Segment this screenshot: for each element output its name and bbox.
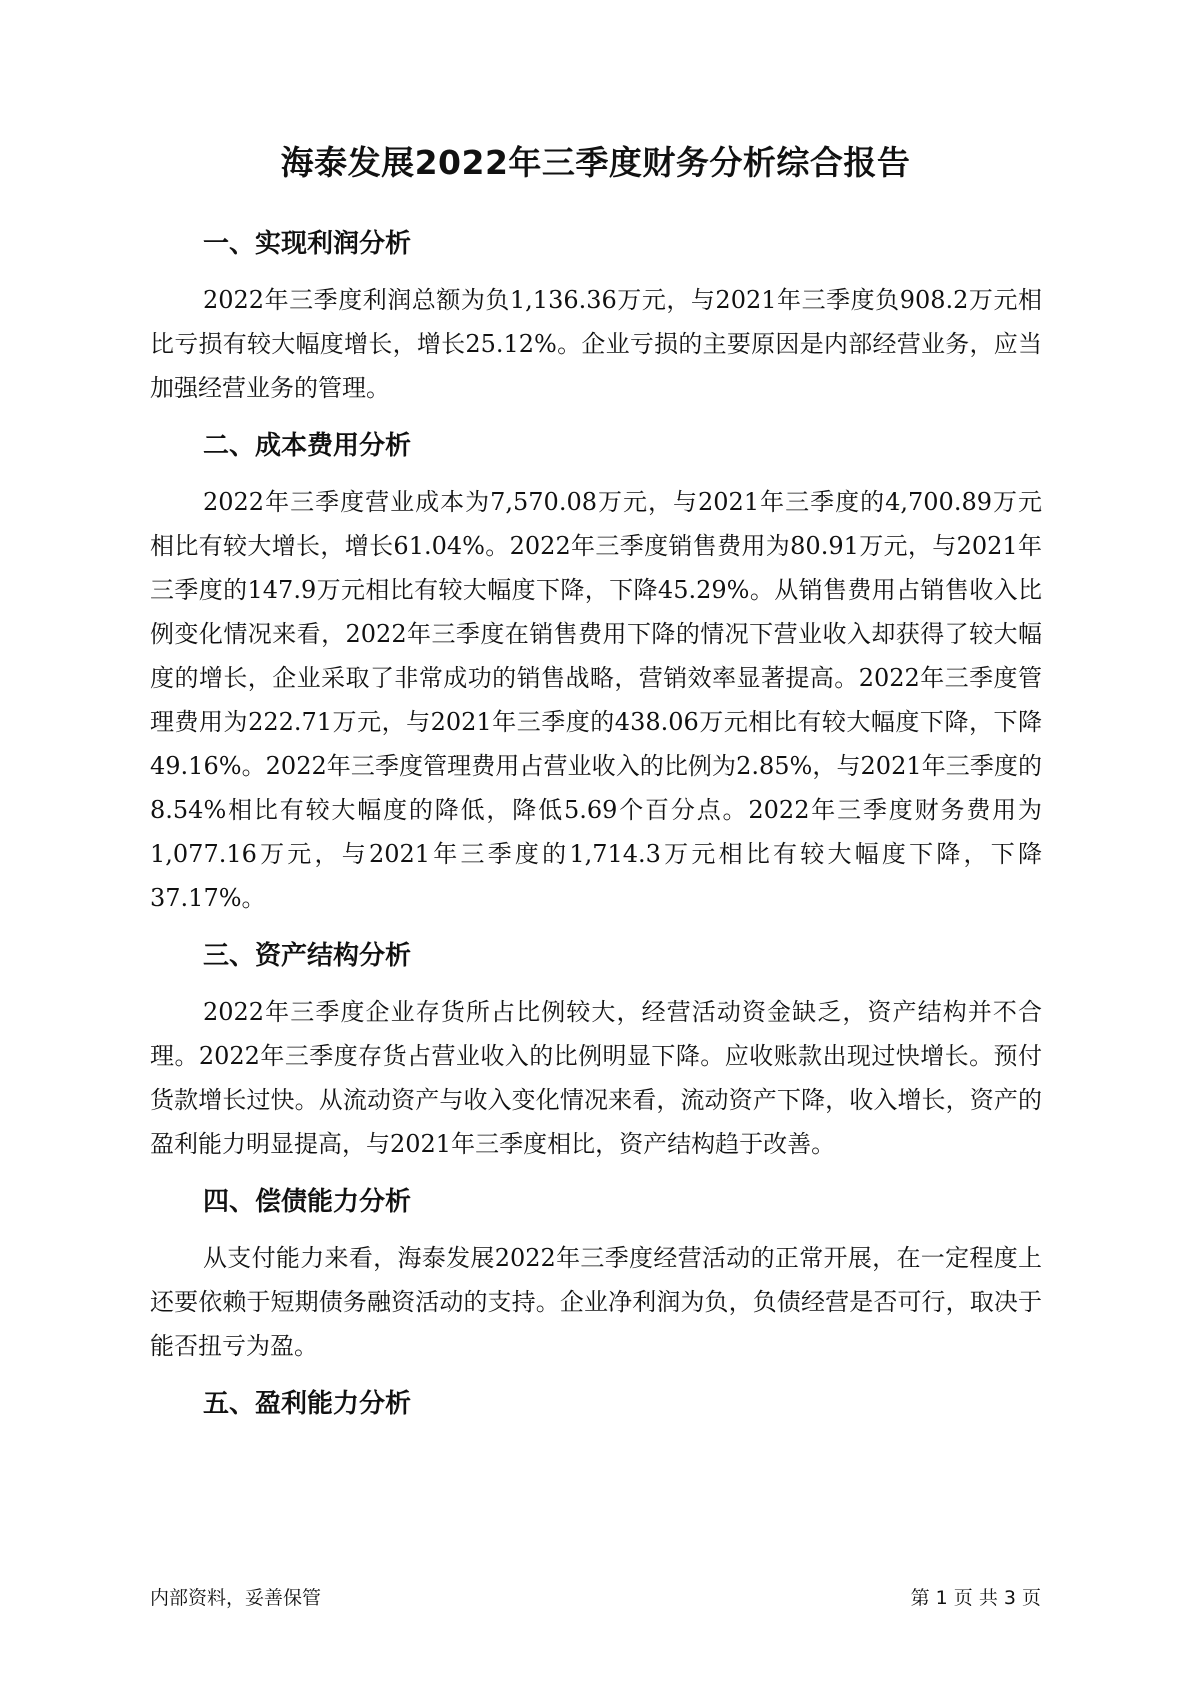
- section-assets: [150, 934, 1042, 1166]
- section-profitability: [150, 1382, 1042, 1426]
- section-heading: 一、实现利润分析: [203, 229, 412, 259]
- section-paragraph: 2022年三季度利润总额为负1,136.36万元，与2021年三季度负908.2万元相比亏损有较大幅度增长，增长25.12%。企业亏损的主要原因是内部经营业务，应当加强经营业务的管理。: [150, 286, 1042, 402]
- document-body: [150, 222, 1042, 1438]
- section-profit: [150, 222, 1042, 410]
- footer-confidential-note: 内部资料，妥善保管: [150, 1587, 322, 1609]
- page-number: 第 1 页 共 3 页: [910, 1587, 1041, 1609]
- document-title: 海泰发展2022年三季度财务分析综合报告: [280, 143, 911, 182]
- section-paragraph: 从支付能力来看，海泰发展2022年三季度经营活动的正常开展，在一定程度上还要依赖于短期债务融资活动的支持。企业净利润为负，负债经营是否可行，取决于能否扭亏为盈。: [150, 1244, 1042, 1360]
- section-heading: 五、盈利能力分析: [203, 1389, 412, 1419]
- section-cost: [150, 424, 1042, 920]
- section-heading: 四、偿债能力分析: [203, 1187, 412, 1217]
- section-heading: 二、成本费用分析: [203, 431, 412, 461]
- section-heading: 三、资产结构分析: [203, 941, 412, 971]
- section-paragraph: 2022年三季度营业成本为7,570.08万元，与2021年三季度的4,700.89万元相比有较大增长，增长61.04%。2022年三季度销售费用为80.91万元，与2021年三季度的147.9万元相比有较大幅度下降，下降45.29%。从销售费用占销售收入比例变化情况来看，2022年三季度在销售费用下降的情况下营业收入却获得了较大幅度的增长，企业采取了非常成功的销售战略，营销效率显著提高。2022年三季度管理费用为222.71万元，与2021年三季度的438.06万元相比有较大幅度下降，下降49.16%。2022年三季度管理费用占营业收入的比例为2.85%，与2021年三季度的8.54%相比有较大幅度的降低，降低5.69个百分点。2022年三季度财务费用为1,077.16万元，与2021年三季度的1,714.3万元相比有较大幅度下降，下降37.17%。: [150, 488, 1042, 912]
- section-paragraph: 2022年三季度企业存货所占比例较大，经营活动资金缺乏，资产结构并不合理。2022年三季度存货占营业收入的比例明显下降。应收账款出现过快增长。预付货款增长过快。从流动资产与收入变化情况来看，流动资产下降，收入增长，资产的盈利能力明显提高，与2021年三季度相比，资产结构趋于改善。: [150, 998, 1042, 1158]
- section-solvency: [150, 1180, 1042, 1368]
